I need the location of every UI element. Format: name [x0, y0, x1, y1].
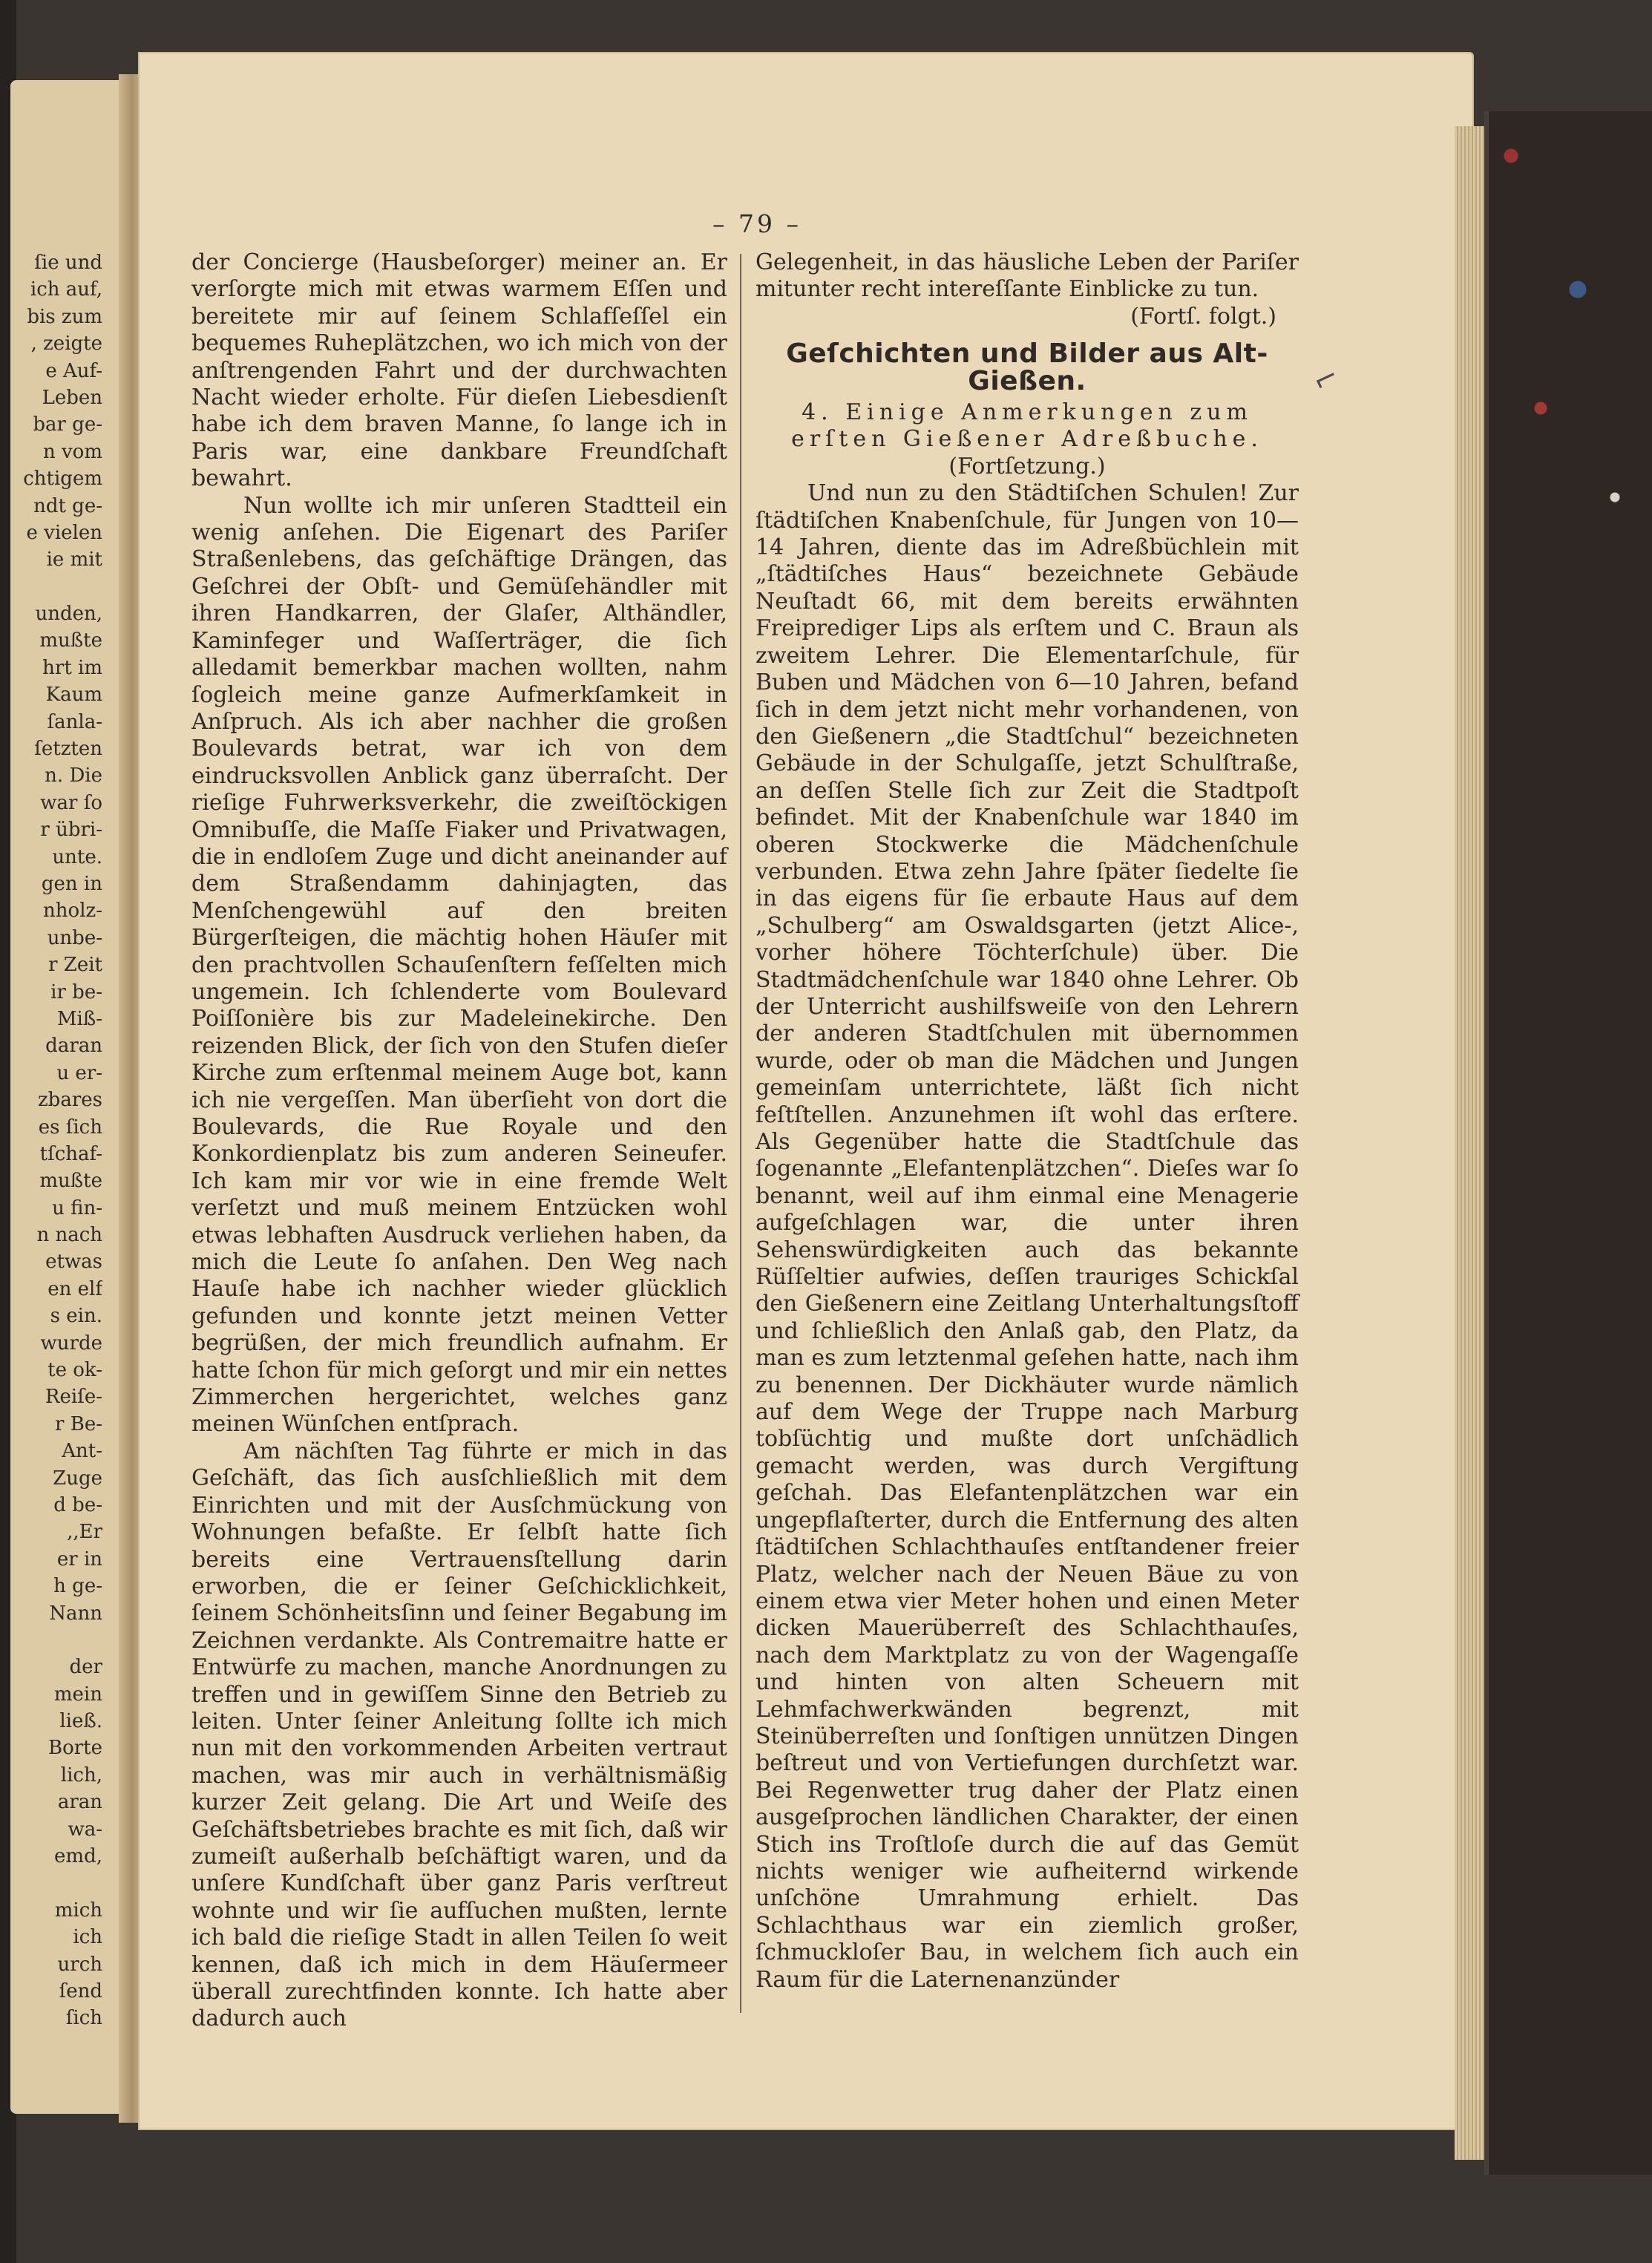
left-fragment-line: hrt im	[42, 656, 102, 679]
left-fragment-line: emd,	[54, 1845, 102, 1868]
right-body-paragraph: Und nun zu den Städtiſchen Schulen! Zur ſtädtiſchen Knabenſchule, für Jungen von 10—14 Jahren, diente das im Adreßbüchlein mit „ſtädtiſches Haus“ bezeichnete Gebäude Neuſtadt 66, mit dem bereits erwähnten Freiprediger Lips als erſtem und C. Braun als zweitem Lehrer. Die Elementarſchule, für Buben und Mädchen von 6—10 Jahren, befand ſich in dem jetzt nicht mehr vorhandenen, von den Gießenern „die Stadtſchul“ bezeichneten Gebäude in der Schulgaſſe, jetzt Schulſtraße, an deſſen Stelle ſich zur Zeit die Stadtpoſt befindet. Mit der Knabenſchule war 1840 im oberen Stockwerke die Mädchenſchule verbunden. Etwa zehn Jahre ſpäter ſiedelte ſie in das eigens für ſie erbaute Haus auf dem „Schulberg“ am Oswaldsgarten (jetzt Alice-, vorher höhere Töchterſchule) über. Die Stadtmädchenſchule war 1840 ohne Lehrer. Ob der Unterricht aushilfsweiſe von den Lehrern der anderen Stadtſchulen mit übernommen wurde, oder ob man die Mädchen und Jungen gemeinſam unterrichtete, läßt ſich nicht feſtſtellen. Anzunehmen iſt wohl das erſtere. Als Gegenüber hatte die Stadtſchule das ſogenannte „Elefantenplätzchen“. Dieſes war ſo benannt, weil auf ihm einmal eine Menagerie aufgeſchlagen war, die unter ihren Sehenswürdigkeiten auch das bekannte Rüſſeltier aufwies, deſſen trauriges Schickſal den Gießenern eine Zeitlang Unterhaltungsſtoff und ſchließlich den Anlaß gab, den Platz, da man es zum letztenmal geſehen hatte, nach ihm zu benennen. Der Dickhäuter wurde nämlich auf dem Wege der Truppe nach Marburg tobſüchtig und mußte dort unſchädlich gemacht werden, was durch Vergiftung geſchah. Das Elefantenplätzchen war ein ungepflaſterter, durch die Entfernung des alten ſtädtiſchen Schlachthauſes entſtandener freier Platz, welcher nach der Neuen Bäue zu von einem etwa vier Meter hohen und einen Meter dicken Mauerüberreſt des Schlachthauſes, nach dem Marktplatz zu von der Wagengaſſe und hinten von alten Scheuern mit Lehmfachwerkwänden begrenzt, mit Steinüberreſten und ſonſtigen unnützen Dingen beſtreut und von Vertiefungen durchſetzt war. Bei Regenwetter trug daher der Platz einen ausgeſprochen ländlichen Charakter, der einen Stich ins Troſtloſe durch die auf das Gemüt nichts weniger wie aufheiternd wirkende unſchöne Umrahmung erhielt. Das Schlachthaus war ein ziemlich großer, ſchmuckloſer Bau, in welchem ſich auch ein Raum für die Laternenanzünder	[755, 480, 1299, 1993]
left-fragment-line: ließ.	[59, 1710, 102, 1733]
left-fragment-line	[16, 574, 102, 600]
left-paragraph-2: Nun wollte ich mir unſeren Stadtteil ein wenig anſehen. Die Eigenart des Pariſer Straßenlebens, das geſchäftige Drängen, das Geſchrei der Obſt- und Gemüſehändler mit ihren Handkarren, der Glaſer, Althändler, Kaminfeger und Waſſerträger, die ſich alledamit bemerkbar machen wollten, nahm ſogleich meine ganze Aufmerkſamkeit in Anſpruch. Als ich aber nachher die großen Boulevards betrat, war ich von dem eindrucksvollen Anblick ganz überraſcht. Der rieſige Fuhrwerksverkehr, die zweiſtöckigen Omnibuſſe, die Maſſe Fiaker und Privatwagen, die in endloſem Zuge und dicht aneinander auf dem Straßendamm dahinjagten, das Menſchengewühl auf den breiten Bürgerſteigen, die mächtig hohen Häuſer mit den prachtvollen Schauſenſtern feſſelten mich ungemein. Ich ſchlenderte vom Boulevard Poiſſonière bis zur Madeleinekirche. Den reizenden Blick, der ſich von den Stufen dieſer Kirche zum erſtenmal meinem Auge bot, kann ich nie vergeſſen. Man überſieht von dort die Boulevards, die Rue Royale und den Konkordienplatz bis zum anderen Seineufer. Ich kam mir vor wie in eine fremde Welt verſetzt und muß meinem Entzücken wohl etwas lebhaften Ausdruck verliehen haben, da mich die Leute ſo anſahen. Den Weg nach Hauſe habe ich nachher wieder glücklich gefunden und konnte jetzt meinen Vetter begrüßen, der mich freundlich aufnahm. Er hatte ſchon für mich geſorgt und mir ein nettes Zimmerchen hergerichtet, welches ganz meinen Wünſchen entſprach.	[191, 492, 727, 1438]
left-fragment-line: ich	[73, 1926, 102, 1949]
left-fragment-line: mußte	[39, 629, 102, 652]
left-fragment-line: bar ge-	[33, 413, 102, 436]
left-fragment-line: der	[69, 1656, 102, 1679]
left-fragment-line: u er-	[56, 1061, 102, 1084]
left-fragment-line: tſchaf-	[39, 1142, 102, 1165]
left-fragment-line: bis zum	[27, 305, 102, 328]
left-fragment-line: mein	[53, 1683, 102, 1706]
left-fragment-line: e vielen	[26, 521, 102, 544]
left-fragment-line: nholz-	[43, 900, 102, 923]
left-fragment-line: Kaum	[45, 684, 102, 707]
left-fragment-line: ſetzten	[34, 738, 102, 761]
right-intro-paragraph: Gelegenheit, in das häusliche Leben der Pariſer mitunter recht intereſſante Einblicke zu tun.	[755, 249, 1299, 303]
left-fragment-line: ſanla-	[47, 710, 102, 733]
left-fragment-line: ſich	[65, 2007, 102, 2030]
left-fragment-line: mußte	[39, 1170, 102, 1193]
left-column	[191, 249, 727, 2033]
left-fragment-line: Leben	[42, 386, 102, 409]
left-fragment-line: ir be-	[50, 980, 102, 1003]
left-fragment-line: daran	[45, 1035, 102, 1058]
left-fragment-line: gen in	[41, 872, 102, 895]
left-fragment-line: ſie und	[34, 252, 102, 274]
left-fragment-line: ſend	[59, 1980, 102, 2002]
subsection-heading: 4. Einige Anmerkungen zum erſten Gießener Adreßbuche.	[791, 399, 1263, 453]
left-paragraph-1: der Concierge (Hausbeſorger) meiner an. Er verſorgte mich mit etwas warmem Eſſen und bereitete mir auf ſeinem Schlafſeſſel ein bequemes Ruheplätzchen, wo ich mich von der anſtrengenden Fahrt und der durchwachten Nacht wieder erholte. Für dieſen Liebesdienſt habe ich dem braven Manne, ſo lange ich in Paris war, eine dankbare Freundſchaft bewahrt.	[191, 249, 727, 492]
left-fragment-line: n nach	[36, 1224, 102, 1247]
left-fragment-line: es ſich	[38, 1116, 102, 1139]
left-fragment-line: s ein.	[50, 1305, 102, 1328]
left-fragment-line: urch	[57, 1953, 102, 1976]
left-fragment-line	[16, 1870, 102, 1896]
right-column	[755, 249, 1299, 1994]
left-fragment-line: h ge-	[53, 1575, 102, 1598]
page-number: – 79 –	[712, 209, 802, 238]
left-fragment-line: etwas	[45, 1251, 102, 1274]
left-fragment-line: d be-	[53, 1493, 102, 1516]
continuation-note: (Fortſ. folgt.)	[1130, 303, 1276, 330]
marbled-cover	[1484, 111, 1652, 2175]
left-fragment-line: wurde	[40, 1332, 102, 1355]
left-fragment-line: unbe-	[47, 926, 102, 949]
left-fragment-line: e Auf-	[45, 359, 102, 382]
left-fragment-line: , zeigte	[30, 333, 102, 356]
section-title: Geſchichten und Bilder aus Alt-Gießen.	[786, 338, 1268, 396]
left-paragraph-3: Am nächſten Tag führte er mich in das Geſchäft, das ſich ausſchließlich mit dem Einrichten und mit der Ausſchmückung von Wohnungen befaßte. Er ſelbſt hatte ſich bereits eine Vertrauensſtellung darin erworben, die er ſeiner Geſchicklichkeit, ſeinem Schönheitsſinn und ſeiner Begabung im Zeichnen verdankte. Als Contremaitre hatte er Entwürfe zu machen, manche Anordnungen zu treffen und in gewiſſem Sinne den Betrieb zu leiten. Unter ſeiner Anleitung ſollte ich mich nun mit den vorkommenden Arbeiten vertraut machen, was mir auch in verhältnismäßig kurzer Zeit gelang. Die Art und Weiſe des Geſchäftsbetriebes brachte es mit ſich, daß wir zumeiſt außerhalb beſchäftigt waren, und da unſere Kundſchaft über ganz Paris verſtreut wohnte und wir ſie aufſuchen mußten, lernte ich bald die rieſige Stadt in allen Teilen ſo weit kennen, daß ich mich in dem Häuſermeer überall zurechtfinden konnte. Ich hatte aber dadurch auch	[191, 1438, 727, 2032]
left-fragment-line: Miß-	[56, 1007, 102, 1030]
left-fragment-line	[16, 1627, 102, 1654]
left-fragment-line: n vom	[42, 440, 102, 463]
left-fragment-line: r übri-	[40, 819, 102, 842]
column-divider	[740, 254, 741, 2013]
left-fragment-line: er in	[56, 1548, 102, 1571]
left-fragment-line: Borte	[47, 1737, 102, 1760]
left-fragment-line: Ant-	[62, 1440, 102, 1463]
left-fragment-line: mich	[54, 1899, 102, 1922]
left-fragment-line: n. Die	[45, 764, 102, 787]
left-fragment-line: ich auf,	[30, 278, 102, 301]
left-fragment-line: lich,	[60, 1763, 102, 1787]
left-fragment-line: ie mit	[46, 548, 102, 572]
continuation-label: (Fortſetzung.)	[948, 453, 1106, 479]
left-fragment-line: te ok-	[47, 1359, 102, 1382]
left-fragment-line: unte.	[52, 845, 102, 868]
left-fragment-line: en elf	[47, 1277, 102, 1300]
left-fragment-line: unden,	[35, 603, 102, 626]
left-fragment-line: zbares	[37, 1089, 102, 1112]
pencil-mark: ⌐	[1307, 358, 1345, 400]
left-fragment-line: ,,Er	[67, 1521, 102, 1544]
left-fragment-line: wa-	[68, 1818, 102, 1841]
left-fragment-line: chtigem	[23, 468, 102, 491]
left-fragment-line: r Zeit	[48, 954, 102, 977]
left-fragment-line: Zuge	[53, 1467, 102, 1490]
left-fragment-line: u fin-	[52, 1196, 102, 1219]
left-fragment-line: aran	[57, 1791, 102, 1814]
left-fragment-line: Reiſe-	[45, 1386, 102, 1409]
left-fragment-line: Nann	[49, 1602, 102, 1625]
left-page-fragment	[16, 249, 102, 2032]
left-fragment-line: r Be-	[55, 1412, 102, 1435]
left-fragment-line: war ſo	[40, 791, 102, 814]
left-fragment-line: ndt ge-	[33, 494, 102, 517]
